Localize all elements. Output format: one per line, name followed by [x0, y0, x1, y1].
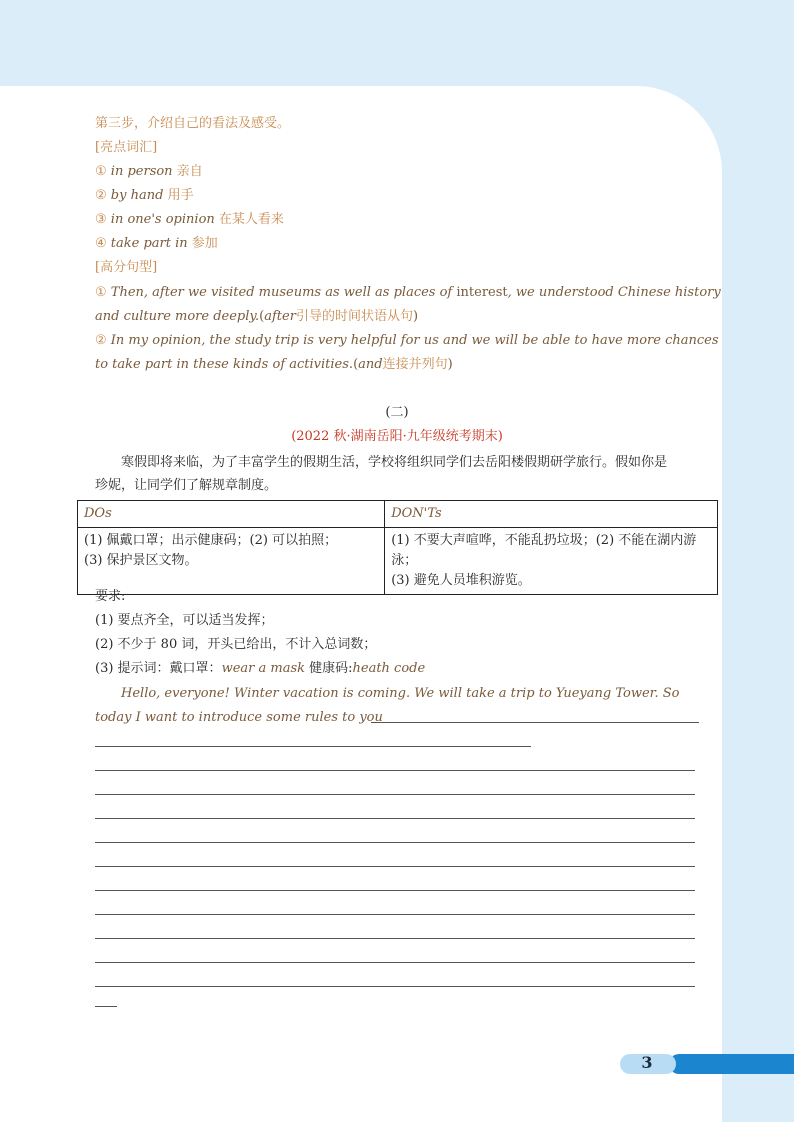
dos-cell: (1) 佩戴口罩；出示健康码；(2) 可以拍照； (3) 保护景区文物。 — [78, 528, 385, 595]
requirements-title: 要求: — [95, 589, 126, 604]
writing-line[interactable] — [95, 962, 695, 963]
page-number: 3 — [641, 1053, 653, 1072]
vocab-item: ① in person 亲自 — [95, 164, 203, 179]
writing-line[interactable] — [95, 1006, 117, 1007]
sentence-2-line-2: to take part in these kinds of activities.(and连接并列句) — [95, 357, 453, 372]
donts-header: DON'Ts — [385, 501, 718, 528]
dos-header: DOs — [78, 501, 385, 528]
writing-line[interactable] — [95, 938, 695, 939]
sentence-1-line-1: ① Then, after we visited museums as well as places of interest, we understood Chinese history — [95, 285, 721, 300]
donts-cell: (1) 不要大声喧哗，不能乱扔垃圾；(2) 不能在湖内游泳； (3) 避免人员堆积游览。 — [385, 528, 718, 595]
vocab-item: ④ take part in 参加 — [95, 236, 218, 251]
prompt-line-2: 珍妮，让同学们了解规章制度。 — [95, 478, 278, 493]
requirement-1: (1) 要点齐全，可以适当发挥； — [95, 613, 274, 628]
writing-line[interactable] — [95, 818, 695, 819]
vocab-item: ② by hand 用手 — [95, 188, 194, 203]
writing-line[interactable] — [95, 746, 531, 747]
vocab-item: ③ in one's opinion 在某人看来 — [95, 212, 284, 227]
step-heading: 第三步，介绍自己的看法及感受。 — [95, 116, 291, 131]
rules-table — [77, 500, 718, 595]
sentence-1-line-2: and culture more deeply.(after引导的时间状语从句) — [95, 309, 419, 324]
writing-line[interactable] — [95, 770, 695, 771]
requirement-2: (2) 不少于 80 词，开头已给出，不计入总词数； — [95, 637, 377, 652]
writing-line[interactable] — [95, 866, 695, 867]
source-label: (2022 秋·湖南岳阳·九年级统考期末) — [291, 429, 503, 444]
section-number: (二) — [385, 405, 409, 420]
sentence-2-line-1: ② In my opinion, the study trip is very helpful for us and we will be able to have more chances — [95, 333, 719, 348]
writing-line[interactable] — [95, 794, 695, 795]
essay-opening-line-1: Hello, everyone! Winter vacation is coming. We will take a trip to Yueyang Tower. So — [121, 686, 680, 701]
writing-line[interactable] — [95, 842, 695, 843]
vocab-title: [亮点词汇] — [95, 140, 158, 155]
writing-line[interactable] — [371, 722, 699, 723]
essay-opening-line-2: today I want to introduce some rules to you — [95, 710, 383, 725]
page-number-bar — [669, 1054, 794, 1074]
writing-line[interactable] — [95, 890, 695, 891]
writing-line[interactable] — [95, 914, 695, 915]
requirement-3: (3) 提示词：戴口罩：wear a mask 健康码:heath code — [95, 661, 426, 676]
sentence-title: [高分句型] — [95, 260, 158, 275]
writing-line[interactable] — [95, 986, 695, 987]
prompt-line-1: 寒假即将来临，为了丰富学生的假期生活，学校将组织同学们去岳阳楼假期研学旅行。假如你是 — [121, 455, 668, 470]
